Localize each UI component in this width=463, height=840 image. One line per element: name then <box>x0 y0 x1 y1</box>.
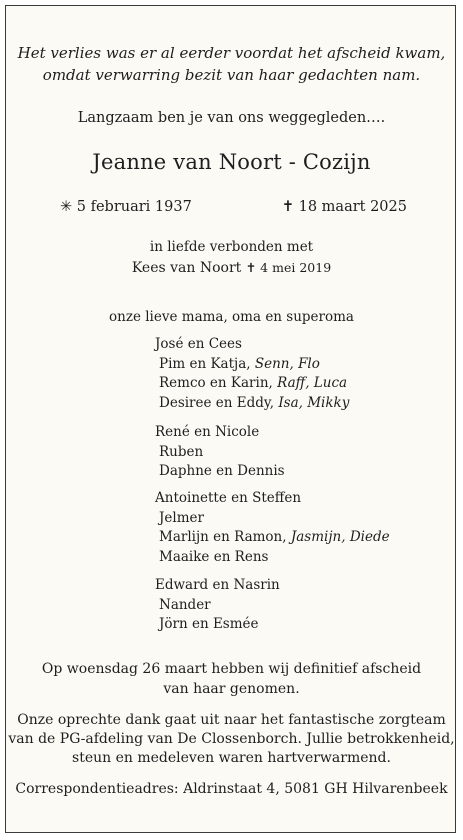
intro-text: Langzaam ben je van ons weggegleden…. <box>77 110 386 126</box>
family-member <box>159 463 285 479</box>
death-date: ✝ 18 maart 2025 <box>281 199 407 215</box>
member-name: Marlijn en Ramon, <box>159 529 287 545</box>
obituary-frame <box>5 5 456 833</box>
farewell-line-2: van haar genomen. <box>163 681 300 697</box>
deceased-name: Jeanne van Noort - Cozijn <box>92 150 371 174</box>
family-member <box>159 510 204 526</box>
member-name: Nander <box>159 596 211 613</box>
poem-line-1: Het verlies was er al eerder voordat het afscheid kwam, <box>17 44 446 62</box>
member-name: Jörn en Esmée <box>159 616 259 632</box>
member-name: Pim en Katja, <box>159 355 251 372</box>
correspondence-address: Correspondentieadres: Aldrinstaat 4, 5081 GH Hilvarenbeek <box>15 781 448 797</box>
connected-text: in liefde verbonden met <box>149 239 314 255</box>
family-head: Edward en Nasrin <box>155 577 280 593</box>
member-name: Maaike en Rens <box>159 548 269 565</box>
family-member <box>159 395 349 411</box>
family-head: José en Cees <box>155 336 242 352</box>
birth-date: ✳ 5 februari 1937 <box>60 199 192 215</box>
family-member <box>159 616 259 632</box>
member-name: Ruben <box>159 443 204 460</box>
member-children: Senn, Flo <box>254 355 320 372</box>
family-member <box>159 444 203 460</box>
member-name: Jelmer <box>159 509 204 526</box>
family-member <box>159 529 390 545</box>
family-member <box>159 375 347 391</box>
member-children: Raff, Luca <box>277 375 348 391</box>
farewell-line-1: Op woensdag 26 maart hebben wij definitief afscheid <box>41 661 422 677</box>
member-name: Daphne en Dennis <box>159 463 285 479</box>
family-member <box>159 597 211 613</box>
thanks-line-3: steun en medeleven waren hartverwarmend. <box>72 750 391 766</box>
family-member <box>159 356 320 372</box>
thanks-line-1: Onze oprechte dank gaat uit naar het fantastische zorgteam <box>17 712 446 728</box>
family-head: René en Nicole <box>155 424 260 440</box>
member-name: Desiree en Eddy, <box>159 394 275 411</box>
spouse-name: Kees van Noort <box>131 260 242 276</box>
spouse-death: ✝ 4 mei 2019 <box>245 260 332 275</box>
poem-line-2: omdat verwarring bezit van haar gedachten nam. <box>42 66 421 84</box>
thanks-line-2: van de PG-afdeling van De Clossenborch. Jullie betrokkenheid, <box>8 731 455 747</box>
family-member <box>159 549 268 565</box>
member-name: Remco en Karin, <box>159 375 273 391</box>
roles-text: onze lieve mama, oma en superoma <box>109 309 354 325</box>
member-children: Isa, Mikky <box>278 394 350 411</box>
spouse-line <box>0 260 463 276</box>
member-children: Jasmijn, Diede <box>290 529 390 545</box>
family-head: Antoinette en Steffen <box>155 490 302 506</box>
